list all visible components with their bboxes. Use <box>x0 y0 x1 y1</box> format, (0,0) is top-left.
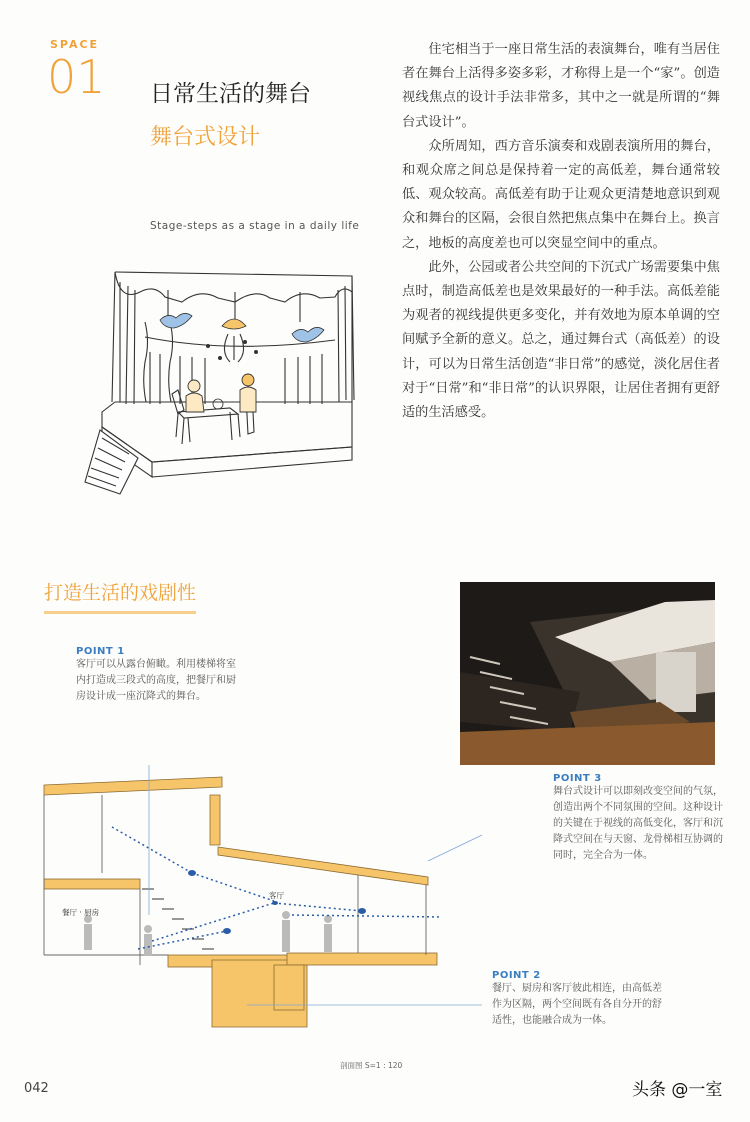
point-text: 舞台式设计可以即刻改变空间的气氛，创造出两个不同氛围的空间。这种设计的关键在于视线的高低变化，客厅和沉降式空间在与天窗、龙骨梯相互协调的同时，完全合为一体。 <box>553 786 723 861</box>
body-text <box>402 38 720 425</box>
point-text: 餐厅、厨房和客厅彼此相连，由高低差作为区隔，两个空间既有各自分开的舒适性，也能融合成为一体。 <box>492 983 662 1026</box>
english-caption: Stage-steps as a stage in a daily life <box>150 220 360 232</box>
interior-photo <box>460 582 715 765</box>
point-title: POINT 1 <box>76 646 125 657</box>
point-text: 客厅可以从露台俯瞰。利用楼梯将室内打造成三段式的高度，把餐厅和厨房设计成一座沉降式的舞台。 <box>76 659 236 702</box>
point-2 <box>492 970 667 1029</box>
point-3 <box>553 773 723 864</box>
page-subtitle: 舞台式设计 <box>150 125 261 150</box>
point-title: POINT 3 <box>553 773 602 784</box>
space-label: SPACE <box>50 38 100 51</box>
point-title: POINT 2 <box>492 970 541 981</box>
paragraph: 住宅相当于一座日常生活的表演舞台，唯有当居住者在舞台上活得多姿多彩，才称得上是一个“家”。创造视线焦点的设计手法非常多，其中之一就是所谓的“舞台式设计”。 <box>402 42 720 130</box>
watermark: 头条 @一室 <box>632 1080 723 1100</box>
section-heading: 打造生活的戏剧性 <box>44 578 196 614</box>
stage-illustration <box>80 262 380 502</box>
section-drawing <box>42 765 482 1065</box>
page-title: 日常生活的舞台 <box>150 81 311 107</box>
paragraph: 众所周知，西方音乐演奏和戏剧表演所用的舞台，和观众席之间总是保持着一定的高低差，舞台通常较低、观众较高。高低差有助于让观众更清楚地意识到观众和舞台的区隔，会很自然把焦点集中在舞台上。换言之，地板的高度差也可以突显空间中的重点。 <box>402 138 720 251</box>
label-dining: 餐厅 · 厨房 <box>62 908 100 917</box>
point-1 <box>76 646 236 705</box>
label-living: 客厅 <box>269 891 284 900</box>
paragraph: 此外，公园或者公共空间的下沉式广场需要集中焦点时，制造高低差也是效果最好的一种手法。高低差能为观者的视线提供更多变化，并有效地为原本单调的空间赋予全新的意义。总之，通过舞台式（高低差）的设计，可以为日常生活创造“非日常”的感觉，淡化居住者对于“日常”和“非日常”的认识界限，让居住者拥有更舒适的生活感受。 <box>402 259 720 421</box>
space-number: 01 <box>47 50 106 104</box>
diagram-caption: 剖面图 S=1 : 120 <box>340 1061 403 1070</box>
page-number: 042 <box>24 1081 49 1096</box>
